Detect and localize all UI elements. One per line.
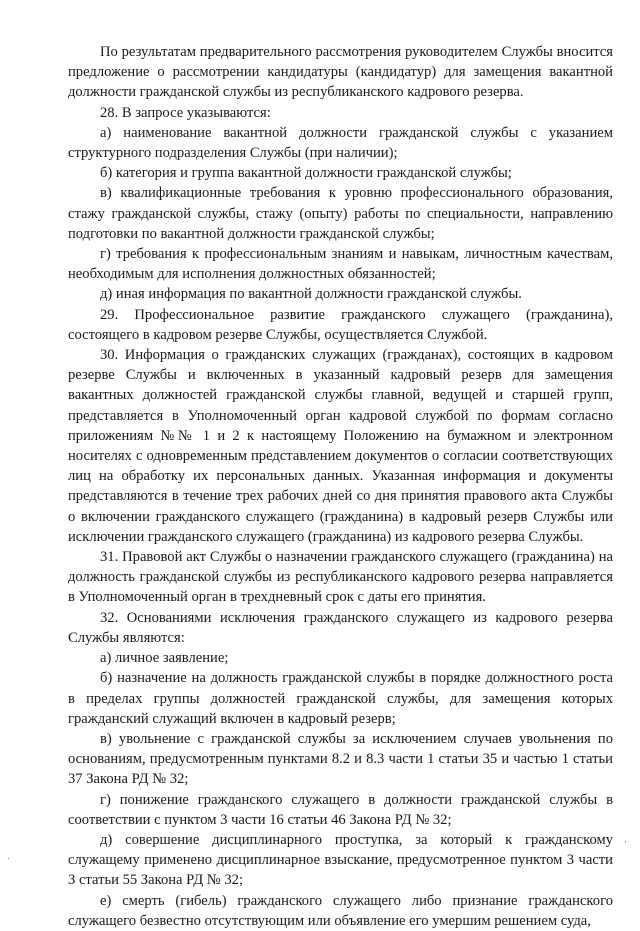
item-32-e: е) смерть (гибель) гражданского служащего либо признание гражданского служащего безвестно отсутствующим или объявление его умершим решением суда, [68,892,613,929]
paragraph-32: 32. Основаниями исключения гражданского служащего из кадрового резерва Службы являются: [68,609,613,646]
paragraph-31: 31. Правовой акт Службы о назначении гражданского служащего (гражданина) на должность гражданской службы из республиканского кадрового резерва направляется в Уполномоченный орган в трехдневный срок с даты его принятия. [68,549,613,606]
scan-artifact-mark: · [624,838,627,848]
item-32-b: б) назначение на должность гражданской службы в порядке должностного роста в пределах группы должностей гражданской службы, для замещения которых гражданский служащий включен в кадровый резерв; [68,670,613,727]
item-32-v: в) увольнение с гражданской службы за исключением случаев увольнения по основаниям, предусмотренным пунктами 8.2 и 8.3 части 1 статьи 35 и частью 1 статьи 37 Закона РД № 32; [68,730,613,788]
scan-artifact-mark: ˙ [6,858,11,868]
item-28-d: д) иная информация по вакантной должности гражданской службы. [100,286,522,303]
paragraph-28: 28. В запросе указываются: [100,104,271,121]
item-28-a: а) наименование вакантной должности гражданской службы с указанием структурного подразделения Службы (при наличии); [68,124,613,162]
item-32-a: а) личное заявление; [100,650,229,667]
paragraph-30: 30. Информация о гражданских служащих (гражданах), состоящих в кадровом резерве Службы и включенных в указанный кадровый резерв для замещения вакантных должностей гражданской службы главной, ведущей и старшей групп, представляется в Уполномоченный орган кадровой службой по формам согласно приложениям №№ 1 и 2 к настоящему Положению на бумажном и электронном носителях с одновременным представлением документов о согласии соответствующих лиц на обработку их персональных данных. Указанная информация и документы представляются в течение трех рабочих дней со дня принятия правового акта Службы о включении гражданского служащего (гражданина) в кадровый резерв Службы или исключении гражданского служащего (гражданина) из кадрового резерва Службы. [68,347,613,545]
item-28-b: б) категория и группа вакантной должности гражданской службы; [100,165,512,182]
paragraph-intro: По результатам предварительного рассмотрения руководителем Службы вносится предложение о рассмотрении кандидатуры (кандидатур) для замещения вакантной должности гражданской службы из республиканского кадрового резерва. [68,44,613,101]
paragraph-29: 29. Профессиональное развитие гражданского служащего (гражданина), состоящего в кадровом резерве Службы, осуществляется Службой. [68,306,613,343]
document-page [68,42,613,931]
item-32-g: г) понижение гражданского служащего в должности гражданской службы в соответствии с пунктом 3 части 16 статьи 46 Закона РД № 32; [68,791,613,828]
item-28-g: г) требования к профессиональным знаниям и навыкам, личностным качествам, необходимым для исполнения должностных обязанностей; [68,246,613,283]
item-32-d: д) совершение дисциплинарного проступка, за который к гражданскому служащему применено дисциплинарное взыскание, предусмотренное пунктом 3 части 3 статьи 55 Закона РД № 32; [68,831,613,889]
item-28-v: в) квалификационные требования к уровню профессионального образования, стажу гражданской службы, стажу (опыту) работы по специальности, направлению подготовки по вакантной должности гражданской службы; [68,185,613,242]
